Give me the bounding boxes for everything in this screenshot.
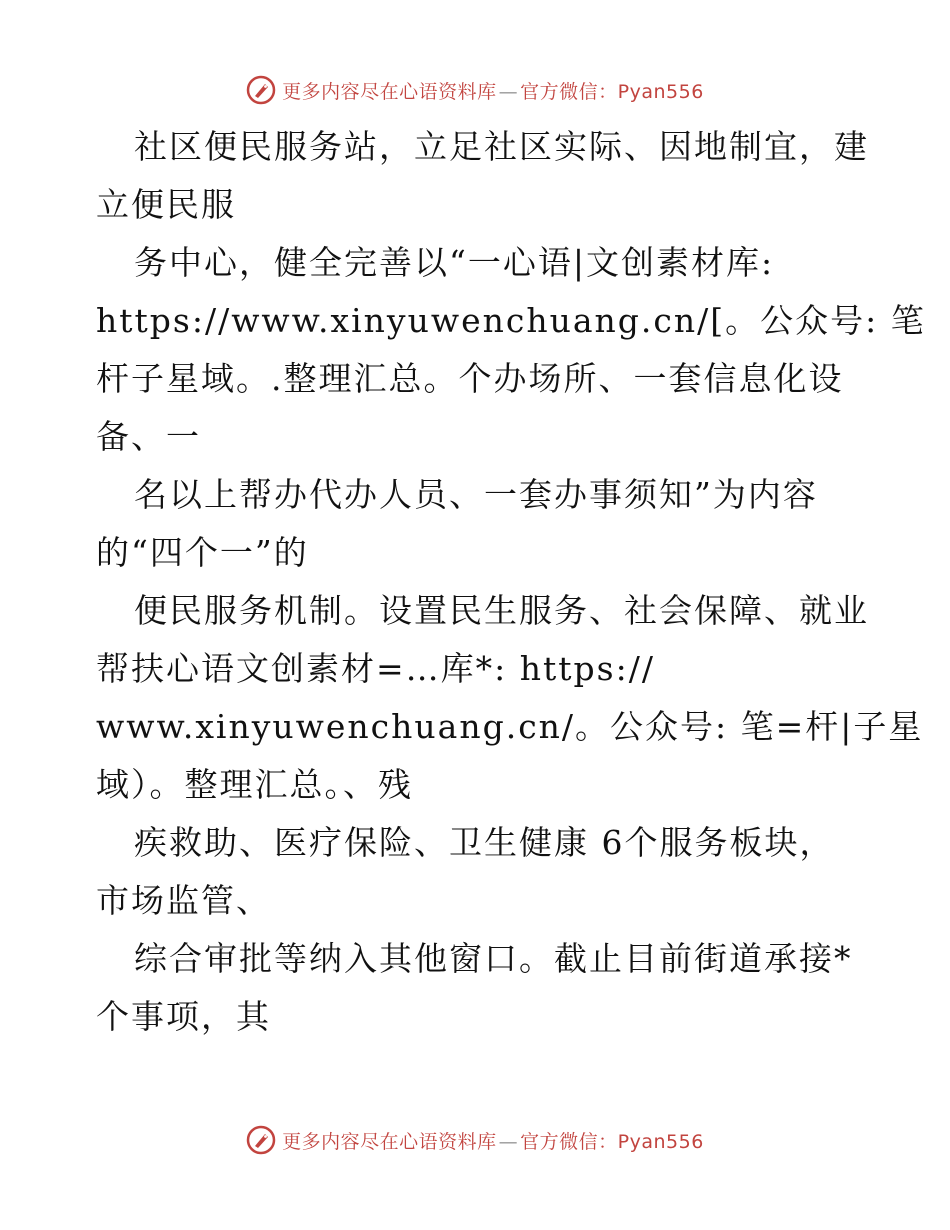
footer-banner-text [282,1127,704,1154]
body-line: 疾救助、医疗保险、卫生健康 6个服务板块， [134,823,835,862]
pen-nib-logo-icon [246,1125,276,1155]
header-watermark-banner [0,70,950,110]
body-line: 域）。整理汇总。、残 [96,765,413,804]
body-line: 立便民服 [96,185,236,224]
body-line: 杆子星域。.整理汇总。个办场所、一套信息化设 [96,359,844,398]
footer-watermark-banner [0,1120,950,1160]
body-line: 市场监管、 [96,881,271,920]
footer-banner-separator: — [498,1130,519,1153]
body-line: 综合审批等纳入其他窗口。截止目前街道承接* [134,939,853,978]
body-line: 备、一 [96,417,201,456]
footer-banner-title: 更多内容尽在心语资料库 [282,1130,497,1153]
footer-banner-contact: 官方微信：Pyan556 [520,1130,704,1153]
header-banner-contact: 官方微信：Pyan556 [520,80,704,103]
pen-nib-logo-icon [246,75,276,105]
body-line: 便民服务机制。设置民生服务、社会保障、就业 [134,591,869,630]
body-line: 个事项，其 [96,997,271,1036]
document-body [96,118,926,1046]
header-banner-text [282,77,704,104]
header-banner-separator: — [498,80,519,103]
header-banner-title: 更多内容尽在心语资料库 [282,80,497,103]
body-line: 名以上帮办代办人员、一套办事须知”为内容 [134,475,818,514]
body-line: 帮扶心语文创素材=…库*: https:// [96,649,655,688]
body-line: www.xinyuwenchuang.cn/。公众号: 笔=杆|子星 [96,707,924,746]
body-line: 的“四个一”的 [96,533,309,572]
body-line: 务中心，健全完善以“一心语|文创素材库: [134,243,775,282]
body-line: https://www.xinyuwenchuang.cn/[。公众号: 笔 [96,301,926,340]
body-line: 社区便民服务站，立足社区实际、因地制宜，建 [134,127,869,166]
